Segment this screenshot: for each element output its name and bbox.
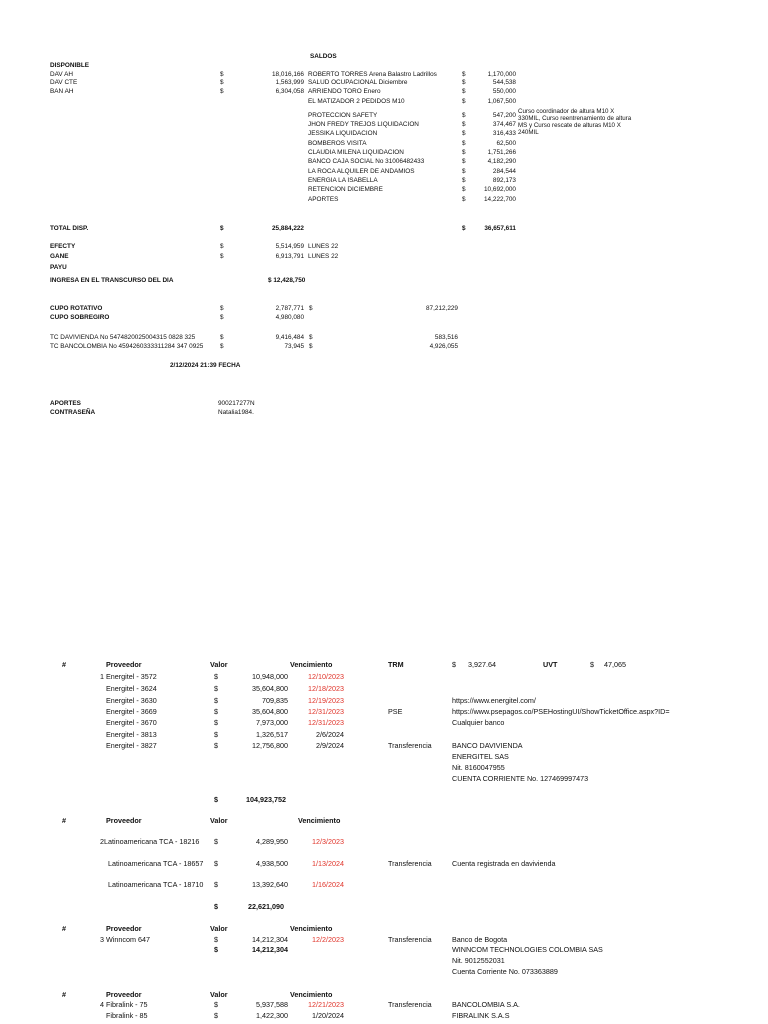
account-name: BAN AH xyxy=(50,88,74,95)
row-cur: $ xyxy=(214,718,218,727)
row-valor: 5,937,588 xyxy=(256,1000,288,1009)
row-proveedor: Winncom 647 xyxy=(106,935,150,944)
row-vencimiento: 1/13/2024 xyxy=(312,859,344,868)
row-vencimiento: 12/2/2023 xyxy=(312,935,344,944)
row-valor: 4,938,500 xyxy=(256,859,288,868)
row-num: 4 xyxy=(100,1000,104,1009)
contrasena-label: CONTRASEÑA xyxy=(50,409,96,416)
tc-davivienda-cur: $ xyxy=(220,334,224,341)
row-cur: $ xyxy=(214,880,218,889)
row-valor: 7,973,000 xyxy=(256,718,288,727)
row-cur: $ xyxy=(214,1000,218,1009)
course-note: 240MIL xyxy=(518,129,539,136)
latino-note: Cuenta registrada en davivienda xyxy=(452,859,556,868)
col-num-header: # xyxy=(62,816,66,825)
trm-cur: $ xyxy=(452,660,456,669)
ingresa-value: $ 12,428,750 xyxy=(268,277,306,284)
row-proveedor: Latinoamericana TCA - 18216 xyxy=(104,837,200,846)
col-valor-header: Valor xyxy=(210,660,228,669)
expense-desc: SALUD OCUPACIONAL Diciembre xyxy=(308,79,408,86)
expense-value: 1,170,000 xyxy=(487,71,516,78)
expense-desc: ENERGIA LA ISABELLA xyxy=(308,177,378,184)
row-proveedor: Energitel - 3572 xyxy=(106,672,157,681)
col-vencimiento-header: Vencimiento xyxy=(298,816,341,825)
expense-cur: $ xyxy=(462,88,466,95)
expense-value: 544,538 xyxy=(492,79,516,86)
cupo-sobregiro-value: 4,980,080 xyxy=(275,314,304,321)
latino-total-cur: $ xyxy=(214,902,218,911)
course-note: Curso coordinador de altura M10 X xyxy=(518,108,615,115)
expense-cur: $ xyxy=(462,130,466,137)
row-cur: $ xyxy=(214,935,218,944)
energitel-total: 104,923,752 xyxy=(246,795,286,804)
expense-desc: JHON FREDY TREJOS LIQUIDACION xyxy=(308,121,419,128)
gane-cur: $ xyxy=(220,253,224,260)
uvt-value: 47,065 xyxy=(604,660,626,669)
row-proveedor: Fibralink - 85 xyxy=(106,1011,148,1020)
row-vencimiento: 12/18/2023 xyxy=(308,684,344,693)
row-valor: 14,212,304 xyxy=(252,935,288,944)
row-proveedor: Energitel - 3630 xyxy=(106,696,157,705)
expense-desc: BOMBEROS VISITA xyxy=(308,140,367,147)
tc-davivienda-cur2: $ xyxy=(309,334,313,341)
row-proveedor: Energitel - 3670 xyxy=(106,718,157,727)
account-cur: $ xyxy=(220,88,224,95)
winncom-bank-line: Cuenta Corriente No. 073363889 xyxy=(452,967,558,976)
row-proveedor: Energitel - 3669 xyxy=(106,707,157,716)
expense-desc: APORTES xyxy=(308,196,339,203)
tc-bancolombia-value: 73,945 xyxy=(284,343,304,350)
expense-value: 316,433 xyxy=(492,130,516,137)
total-disp-cur: $ xyxy=(220,225,224,232)
energitel-transfer-label: Transferencia xyxy=(388,741,432,750)
col-proveedor-header: Proveedor xyxy=(106,816,142,825)
fecha: 2/12/2024 21:39 FECHA xyxy=(170,362,241,369)
energitel-bank-line: Nit. 8160047955 xyxy=(452,763,505,772)
expense-value: 547,200 xyxy=(492,112,516,119)
tc-bancolombia-label: TC BANCOLOMBIA No 4594260333311284 347 0925 xyxy=(50,343,204,350)
tc-davivienda-label: TC DAVIVIENDA No 5474820025004315 0828 325 xyxy=(50,334,196,341)
account-name: DAV AH xyxy=(50,71,73,78)
col-valor-header: Valor xyxy=(210,990,228,999)
pse-note: Cualquier banco xyxy=(452,718,505,727)
aportes-value: 900217277N xyxy=(218,400,255,407)
row-valor: 4,289,950 xyxy=(256,837,288,846)
winncom-bank-line: Nit. 9012552031 xyxy=(452,956,505,965)
row-vencimiento: 1/20/2024 xyxy=(312,1011,344,1020)
contrasena-value: Natalia1984. xyxy=(218,409,254,416)
latino-transfer-label: Transferencia xyxy=(388,859,432,868)
trm-value: 3,927.64 xyxy=(468,660,496,669)
row-vencimiento: 12/21/2023 xyxy=(308,1000,344,1009)
expense-value: 10,692,000 xyxy=(484,186,516,193)
row-valor: 13,392,640 xyxy=(252,880,288,889)
energitel-url-link[interactable]: https://www.energitel.com/ xyxy=(452,696,536,705)
pse-url-link[interactable]: https://www.psepagos.co/PSEHostingUI/ShowTicketOffice.aspx?ID= xyxy=(452,707,670,716)
row-cur: $ xyxy=(214,741,218,750)
expense-cur: $ xyxy=(462,98,466,105)
fibra-bank-line: FIBRALINK S.A.S xyxy=(452,1011,510,1020)
row-vencimiento: 12/31/2023 xyxy=(308,718,344,727)
expense-cur: $ xyxy=(462,140,466,147)
tc-bancolombia-cur: $ xyxy=(220,343,224,350)
col-vencimiento-header: Vencimiento xyxy=(290,660,333,669)
account-cur: $ xyxy=(220,79,224,86)
row-num: 3 xyxy=(100,935,104,944)
winncom-total: 14,212,304 xyxy=(252,945,288,954)
expense-cur: $ xyxy=(462,186,466,193)
account-cur: $ xyxy=(220,71,224,78)
col-valor-header: Valor xyxy=(210,816,228,825)
expense-cur: $ xyxy=(462,168,466,175)
course-note: 330MIL, Curso reentrenamiento de altura xyxy=(518,115,632,122)
total-expenses-cur: $ xyxy=(462,225,466,232)
expense-desc: PROTECCION SAFETY xyxy=(308,112,378,119)
row-vencimiento: 2/6/2024 xyxy=(316,730,344,739)
row-cur: $ xyxy=(214,859,218,868)
row-valor: 10,948,000 xyxy=(252,672,288,681)
expense-value: 1,067,500 xyxy=(487,98,516,105)
col-proveedor-header: Proveedor xyxy=(106,924,142,933)
expense-desc: ROBERTO TORRES Arena Balastro Ladrillos xyxy=(308,71,437,78)
col-vencimiento-header: Vencimiento xyxy=(290,924,333,933)
expense-cur: $ xyxy=(462,121,466,128)
cupo-sobregiro-label: CUPO SOBREGIRO xyxy=(50,314,110,321)
row-vencimiento: 12/10/2023 xyxy=(308,672,344,681)
row-vencimiento: 12/3/2023 xyxy=(312,837,344,846)
col-proveedor-header: Proveedor xyxy=(106,660,142,669)
row-proveedor: Latinoamericana TCA - 18657 xyxy=(108,859,204,868)
expense-value: 550,000 xyxy=(492,88,516,95)
col-vencimiento-header: Vencimiento xyxy=(290,990,333,999)
col-num-header: # xyxy=(62,924,66,933)
total-disp-label: TOTAL DISP. xyxy=(50,225,89,232)
expense-desc: LA ROCA ALQUILER DE ANDAMIOS xyxy=(308,168,415,175)
expense-value: 892,173 xyxy=(492,177,516,184)
expense-desc: EL MATIZADOR 2 PEDIDOS M10 xyxy=(308,98,405,105)
disponible-label: DISPONIBLE xyxy=(50,62,90,69)
efecty-note: LUNES 22 xyxy=(308,243,339,250)
expense-value: 4,182,290 xyxy=(487,158,516,165)
pse-label: PSE xyxy=(388,707,403,716)
expense-value: 14,222,700 xyxy=(484,196,516,203)
row-proveedor: Energitel - 3813 xyxy=(106,730,157,739)
expense-desc: BANCO CAJA SOCIAL No 31006482433 xyxy=(308,158,425,165)
row-num: 1 xyxy=(100,672,104,681)
expense-desc: JESSIKA LIQUIDACION xyxy=(308,130,378,137)
uvt-label: UVT xyxy=(543,660,558,669)
expense-value: 62,500 xyxy=(496,140,516,147)
row-valor: 1,422,300 xyxy=(256,1011,288,1020)
row-valor: 709,835 xyxy=(262,696,288,705)
row-cur: $ xyxy=(214,837,218,846)
col-num-header: # xyxy=(62,660,66,669)
cupo-rotativo-label: CUPO ROTATIVO xyxy=(50,305,103,312)
winncom-bank-line: Banco de Bogota xyxy=(452,935,508,944)
aportes-label: APORTES xyxy=(50,400,81,407)
row-cur: $ xyxy=(214,696,218,705)
energitel-bank-line: BANCO DAVIVIENDA xyxy=(452,741,523,750)
fibra-bank-line: BANCOLOMBIA S.A. xyxy=(452,1000,520,1009)
total-expenses-value: 36,657,611 xyxy=(484,225,516,232)
efecty-label: EFECTY xyxy=(50,243,76,250)
row-cur: $ xyxy=(214,672,218,681)
expense-desc: CLAUDIA MILENA LIQUIDACION xyxy=(308,149,404,156)
energitel-bank-line: CUENTA CORRIENTE No. 127469997473 xyxy=(452,774,589,783)
row-proveedor: Latinoamericana TCA - 18710 xyxy=(108,880,204,889)
row-valor: 35,604,800 xyxy=(252,707,288,716)
energitel-total-cur: $ xyxy=(214,795,218,804)
efecty-value: 5,514,959 xyxy=(275,243,304,250)
cupo-rotativo-value: 2,787,771 xyxy=(275,305,304,312)
row-proveedor: Energitel - 3827 xyxy=(106,741,157,750)
row-proveedor: Energitel - 3624 xyxy=(106,684,157,693)
row-num: 2 xyxy=(100,837,104,846)
col-num-header: # xyxy=(62,990,66,999)
row-vencimiento: 12/31/2023 xyxy=(308,707,344,716)
total-disp-value: 25,884,222 xyxy=(272,225,304,232)
latino-total: 22,621,090 xyxy=(248,902,284,911)
expense-cur: $ xyxy=(462,177,466,184)
payu-label: PAYU xyxy=(50,264,67,271)
winncom-bank-line: WINNCOM TECHNOLOGIES COLOMBIA SAS xyxy=(452,945,603,954)
expense-desc: ARRIENDO TORO Enero xyxy=(308,88,381,95)
expense-cur: $ xyxy=(462,112,466,119)
expense-cur: $ xyxy=(462,158,466,165)
row-vencimiento: 2/9/2024 xyxy=(316,741,344,750)
row-cur: $ xyxy=(214,1011,218,1020)
tc-bancolombia-value2: 4,926,055 xyxy=(429,343,458,350)
winncom-total-cur: $ xyxy=(214,945,218,954)
expense-cur: $ xyxy=(462,196,466,203)
cupo-rotativo-cur: $ xyxy=(220,305,224,312)
account-value: 1,563,999 xyxy=(275,79,304,86)
expense-value: 1,751,266 xyxy=(487,149,516,156)
account-name: DAV CTE xyxy=(50,79,78,86)
expense-value: 284,544 xyxy=(492,168,516,175)
expense-cur: $ xyxy=(462,79,466,86)
row-cur: $ xyxy=(214,684,218,693)
expense-value: 374,467 xyxy=(492,121,516,128)
row-proveedor: Fibralink - 75 xyxy=(106,1000,148,1009)
saldos-title: SALDOS xyxy=(310,53,337,60)
cupo-rotativo-cur2: $ xyxy=(309,305,313,312)
col-proveedor-header: Proveedor xyxy=(106,990,142,999)
ingresa-label: INGRESA EN EL TRANSCURSO DEL DIA xyxy=(50,277,174,284)
row-valor: 1,326,517 xyxy=(256,730,288,739)
row-vencimiento: 1/16/2024 xyxy=(312,880,344,889)
gane-label: GANE xyxy=(50,253,69,260)
gane-note: LUNES 22 xyxy=(308,253,339,260)
row-valor: 35,604,800 xyxy=(252,684,288,693)
row-cur: $ xyxy=(214,707,218,716)
account-value: 6,304,058 xyxy=(275,88,304,95)
trm-label: TRM xyxy=(388,660,404,669)
winncom-transfer-label: Transferencia xyxy=(388,935,432,944)
expense-cur: $ xyxy=(462,149,466,156)
row-vencimiento: 12/19/2023 xyxy=(308,696,344,705)
tc-bancolombia-cur2: $ xyxy=(309,343,313,350)
uvt-cur: $ xyxy=(590,660,594,669)
tc-davivienda-value: 9,416,484 xyxy=(275,334,304,341)
fibra-transfer-label: Transferencia xyxy=(388,1000,432,1009)
energitel-bank-line: ENERGITEL SAS xyxy=(452,752,509,761)
account-value: 18,016,166 xyxy=(272,71,304,78)
tc-davivienda-value2: 583,516 xyxy=(434,334,458,341)
efecty-cur: $ xyxy=(220,243,224,250)
gane-value: 6,913,791 xyxy=(275,253,304,260)
cupo-rotativo-value2: 87,212,229 xyxy=(426,305,458,312)
expense-cur: $ xyxy=(462,71,466,78)
row-valor: 12,756,800 xyxy=(252,741,288,750)
course-note: MS y Curso rescate de alturas M10 X xyxy=(518,122,621,129)
cupo-sobregiro-cur: $ xyxy=(220,314,224,321)
col-valor-header: Valor xyxy=(210,924,228,933)
row-cur: $ xyxy=(214,730,218,739)
expense-desc: RETENCION DICIEMBRE xyxy=(308,186,383,193)
